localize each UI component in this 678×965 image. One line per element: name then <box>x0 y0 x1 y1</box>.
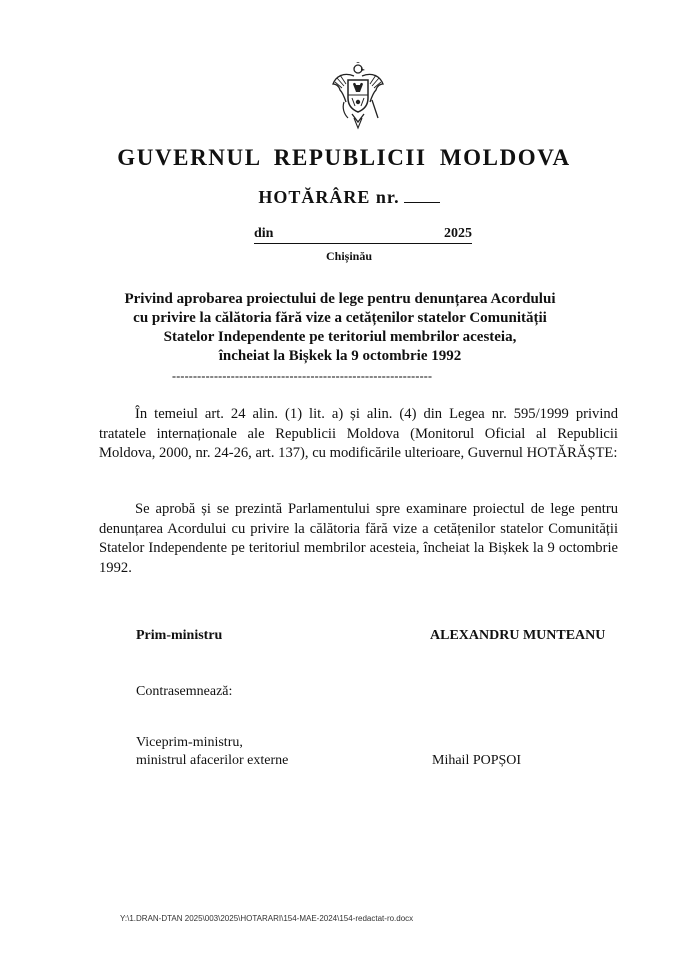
subject-line: încheiat la Bișkek la 9 octombrie 1992 <box>218 348 462 364</box>
separator-line: -------------------------------------------------------------- <box>172 369 433 383</box>
vice-name: Mihail POPȘOI <box>432 753 522 768</box>
subject-line: Privind aprobarea proiectului de lege pentru denunțarea Acordului <box>124 291 556 307</box>
vice-role-line2: ministrul afacerilor externe <box>136 753 289 768</box>
pm-role: Prim-ministru <box>136 628 223 643</box>
countersign-label: Contrasemnează: <box>136 684 233 699</box>
decision-number-blank <box>404 186 440 203</box>
city-name: Chișinău <box>325 249 373 263</box>
subject-line: cu privire la călătoria fără vize a cetățenilor statelor Comunității <box>133 310 547 326</box>
date-prefix: din <box>254 226 274 241</box>
government-title: GUVERNUL REPUBLICII MOLDOVA <box>117 145 571 170</box>
decision-subject <box>100 290 580 366</box>
decision-label: HOTĂRÂRE nr. <box>258 187 400 207</box>
moldova-coat-of-arms-icon <box>330 62 386 130</box>
vice-role-line1: Viceprim-ministru, <box>136 735 243 750</box>
pm-name: ALEXANDRU MUNTEANU <box>430 628 606 643</box>
decision-paragraph: Se aprobă și se prezintă Parlamentului spre examinare proiectul de lege pentru denunțarea Acordului cu privire la călătoria fără vize a cetățenilor statelor Comunității Statelor Independente pe teritoriul membrilor acesteia, încheiat la Bișkek la 9 octombrie 1992. <box>99 501 618 576</box>
subject-line: Statelor Independente pe teritoriul membrilor acesteia, <box>163 329 517 345</box>
legal-basis-paragraph: În temeiul art. 24 alin. (1) lit. a) și alin. (4) din Legea nr. 595/1999 privind tratatele internaționale ale Republicii Moldova (Monitorul Oficial al Republicii Moldova, 2000, nr. 24-26, art. 137), cu modificările ulterioare, Guvernul HOTĂRĂȘTE: <box>99 406 618 461</box>
decision-heading <box>10 186 678 208</box>
date-line <box>254 226 472 244</box>
file-path-footer: Y:\1.DRAN-DTAN 2025\003\2025\HOTARARI\154-MAE-2024\154-redactat-ro.docx <box>120 914 414 923</box>
date-year: 2025 <box>444 226 472 241</box>
